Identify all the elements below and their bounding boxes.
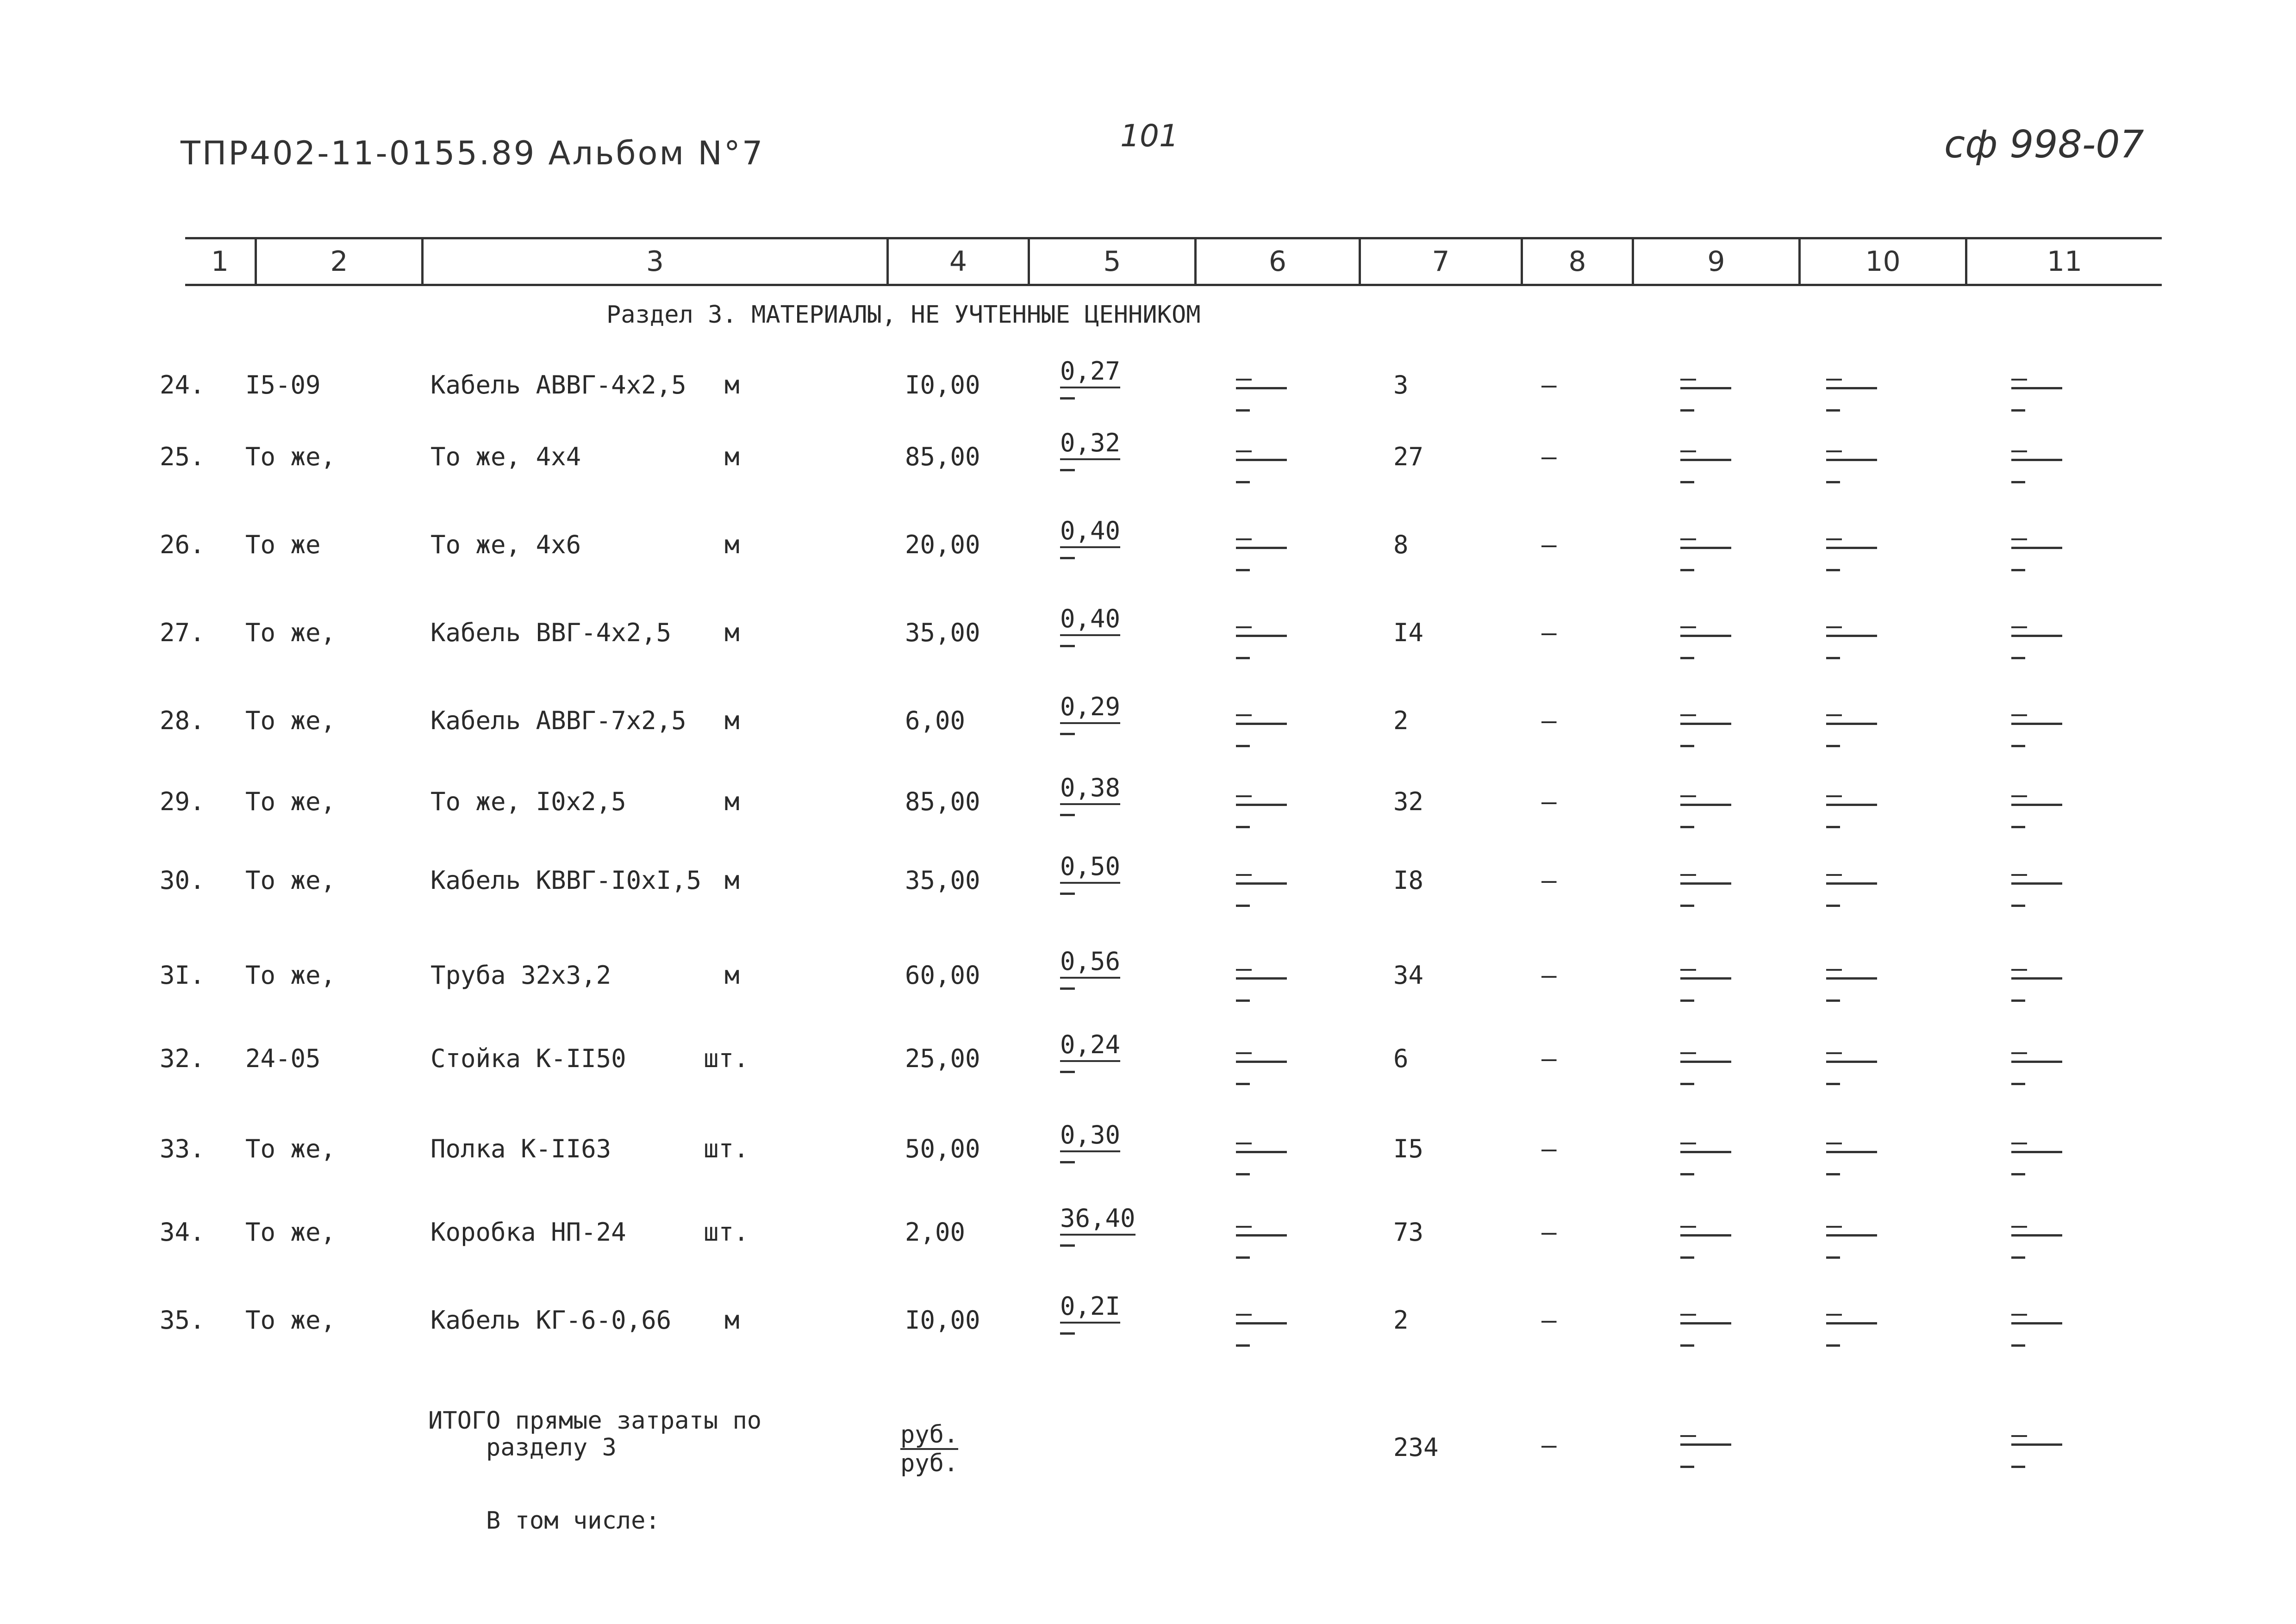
page-number: 101 xyxy=(1120,118,1179,154)
row-code: То же, xyxy=(245,442,336,471)
row-price xyxy=(1060,852,1139,884)
row-name: Кабель ВВГ-4х2,5 xyxy=(430,618,672,647)
row-quantity: 35,00 xyxy=(905,618,980,647)
total-col8: – xyxy=(1541,1430,1557,1460)
row-unit: м xyxy=(724,370,740,400)
footer-text: В том числе: xyxy=(486,1507,660,1535)
row-number: 29. xyxy=(160,787,205,816)
dash-mark xyxy=(1060,557,1075,559)
total-unit xyxy=(900,1421,958,1477)
row-total: 6 xyxy=(1393,1044,1409,1073)
section-title: Раздел 3. МАТЕРИАЛЫ, НЕ УЧТЕННЫЕ ЦЕННИКОМ xyxy=(606,301,1201,329)
total-value: 234 xyxy=(1393,1433,1439,1462)
row-name: То же, I0х2,5 xyxy=(430,787,626,816)
column-header: 8 xyxy=(1521,239,1632,284)
column-header: 11 xyxy=(1965,239,2162,284)
row-unit: м xyxy=(724,866,740,895)
dash-mark xyxy=(1060,893,1075,895)
row-number: 3I. xyxy=(160,961,205,990)
row-name: Кабель КГ-6-0,66 xyxy=(430,1305,672,1335)
row-code: То же xyxy=(245,530,321,559)
row-name: То же, 4х4 xyxy=(430,442,581,471)
row-price-value: 0,56 xyxy=(1060,947,1120,979)
row-number: 35. xyxy=(160,1305,205,1335)
row-quantity: I0,00 xyxy=(905,1305,980,1335)
row-price xyxy=(1060,692,1139,724)
row-name: Кабель АВВГ-7х2,5 xyxy=(430,706,686,735)
row-code: То же, xyxy=(245,866,336,895)
table-row xyxy=(0,1204,2296,1287)
row-quantity: 35,00 xyxy=(905,866,980,895)
row-name: Труба 32х3,2 xyxy=(430,961,611,990)
row-unit: м xyxy=(724,1305,740,1335)
row-col8: – xyxy=(1541,706,1557,735)
dash-mark xyxy=(1060,987,1075,990)
total-unit-top: руб. xyxy=(900,1421,958,1450)
row-name: Коробка НП-24 xyxy=(430,1218,626,1247)
row-col8: – xyxy=(1541,866,1557,895)
row-unit: м xyxy=(724,442,740,471)
table-row xyxy=(0,516,2296,600)
table-row xyxy=(0,356,2296,440)
row-code: То же, xyxy=(245,618,336,647)
row-unit: шт. xyxy=(704,1044,749,1073)
column-header: 3 xyxy=(421,239,886,284)
row-price-value: 0,40 xyxy=(1060,604,1120,636)
row-price-value: 0,29 xyxy=(1060,692,1120,724)
row-quantity: I0,00 xyxy=(905,370,980,400)
row-name: Кабель АВВГ-4х2,5 xyxy=(430,370,686,400)
row-total: 3 xyxy=(1393,370,1409,400)
table-row xyxy=(0,604,2296,687)
total-unit-bottom: руб. xyxy=(900,1449,959,1477)
total-label-line2: разделу 3 xyxy=(486,1434,617,1462)
row-total: 27 xyxy=(1393,442,1424,471)
row-total: 8 xyxy=(1393,530,1409,559)
row-col8: – xyxy=(1541,787,1557,816)
row-unit: м xyxy=(724,961,740,990)
row-quantity: 20,00 xyxy=(905,530,980,559)
row-price xyxy=(1060,1030,1139,1062)
column-header: 5 xyxy=(1028,239,1194,284)
row-number: 26. xyxy=(160,530,205,559)
row-price-value: 0,50 xyxy=(1060,852,1120,884)
row-number: 34. xyxy=(160,1218,205,1247)
row-number: 33. xyxy=(160,1134,205,1163)
row-quantity: 25,00 xyxy=(905,1044,980,1073)
row-col8: – xyxy=(1541,442,1557,471)
row-price-value: 0,40 xyxy=(1060,516,1120,548)
row-total: 32 xyxy=(1393,787,1424,816)
document-code: ТПР402-11-0155.89 Альбом N°7 xyxy=(181,134,765,172)
table-row xyxy=(0,692,2296,775)
row-name: То же, 4х6 xyxy=(430,530,581,559)
row-price xyxy=(1060,516,1139,548)
row-col8: – xyxy=(1541,618,1557,647)
row-quantity: 50,00 xyxy=(905,1134,980,1163)
row-total: I5 xyxy=(1393,1134,1424,1163)
row-unit: м xyxy=(724,787,740,816)
row-quantity: 2,00 xyxy=(905,1218,966,1247)
row-price-value: 0,30 xyxy=(1060,1120,1120,1152)
column-header: 10 xyxy=(1798,239,1965,284)
row-price-value: 0,24 xyxy=(1060,1030,1120,1062)
row-number: 32. xyxy=(160,1044,205,1073)
row-price-value: 36,40 xyxy=(1060,1204,1136,1236)
row-quantity: 6,00 xyxy=(905,706,966,735)
row-total: I4 xyxy=(1393,618,1424,647)
row-quantity: 85,00 xyxy=(905,442,980,471)
row-number: 30. xyxy=(160,866,205,895)
dash-mark xyxy=(1060,1161,1075,1163)
dash-mark xyxy=(1060,1332,1075,1335)
row-total: I8 xyxy=(1393,866,1424,895)
total-label xyxy=(428,1407,761,1461)
row-code: То же, xyxy=(245,706,336,735)
column-header: 9 xyxy=(1632,239,1798,284)
row-unit: шт. xyxy=(704,1134,749,1163)
row-quantity: 60,00 xyxy=(905,961,980,990)
row-number: 24. xyxy=(160,370,205,400)
row-col8: – xyxy=(1541,370,1557,400)
column-header: 4 xyxy=(886,239,1028,284)
row-code: I5-09 xyxy=(245,370,321,400)
dash-mark xyxy=(1060,733,1075,735)
column-header-row xyxy=(185,237,2162,286)
sheet-code: сф 998-07 xyxy=(1944,123,2144,167)
row-unit: м xyxy=(724,618,740,647)
table-row xyxy=(0,1120,2296,1204)
table-row xyxy=(0,1292,2296,1375)
row-col8: – xyxy=(1541,1044,1557,1073)
total-label-line1: ИТОГО прямые затраты по xyxy=(428,1407,762,1435)
row-price-value: 0,27 xyxy=(1060,356,1120,388)
row-price xyxy=(1060,947,1139,979)
row-price xyxy=(1060,1292,1139,1324)
row-price xyxy=(1060,773,1139,805)
dash-mark xyxy=(1060,1071,1075,1073)
row-code: То же, xyxy=(245,1218,336,1247)
row-total: 2 xyxy=(1393,706,1409,735)
column-header: 7 xyxy=(1359,239,1521,284)
row-price-value: 0,2I xyxy=(1060,1292,1120,1324)
table-row xyxy=(0,428,2296,512)
table-row xyxy=(0,773,2296,856)
column-header: 1 xyxy=(211,245,229,278)
row-col8: – xyxy=(1541,961,1557,990)
row-col8: – xyxy=(1541,1134,1557,1163)
dash-mark xyxy=(1060,469,1075,471)
row-unit: шт. xyxy=(704,1218,749,1247)
dash-mark xyxy=(1060,397,1075,400)
row-number: 25. xyxy=(160,442,205,471)
table-row xyxy=(0,852,2296,935)
table-row xyxy=(0,1030,2296,1113)
row-col8: – xyxy=(1541,530,1557,559)
row-unit: м xyxy=(724,706,740,735)
row-price xyxy=(1060,1120,1139,1152)
row-name: Стойка К-II50 xyxy=(430,1044,626,1073)
row-code: 24-05 xyxy=(245,1044,321,1073)
row-total: 73 xyxy=(1393,1218,1424,1247)
row-col8: – xyxy=(1541,1218,1557,1247)
row-price xyxy=(1060,604,1139,636)
row-price-value: 0,38 xyxy=(1060,773,1120,805)
row-name: Полка К-II63 xyxy=(430,1134,611,1163)
row-name: Кабель КВВГ-I0хI,5 xyxy=(430,866,702,895)
table-row xyxy=(0,947,2296,1030)
row-number: 28. xyxy=(160,706,205,735)
row-price xyxy=(1060,356,1139,388)
dash-mark xyxy=(1060,645,1075,647)
row-col8: – xyxy=(1541,1305,1557,1335)
row-quantity: 85,00 xyxy=(905,787,980,816)
column-header: 6 xyxy=(1194,239,1359,284)
row-total: 34 xyxy=(1393,961,1424,990)
row-price xyxy=(1060,428,1139,460)
dash-mark xyxy=(1060,1244,1075,1247)
row-price-value: 0,32 xyxy=(1060,428,1120,460)
row-price xyxy=(1060,1204,1139,1236)
row-code: То же, xyxy=(245,1134,336,1163)
dash-mark xyxy=(1060,814,1075,816)
row-code: То же, xyxy=(245,961,336,990)
row-code: То же, xyxy=(245,1305,336,1335)
row-number: 27. xyxy=(160,618,205,647)
column-header: 2 xyxy=(255,239,421,284)
row-unit: м xyxy=(724,530,740,559)
row-code: То же, xyxy=(245,787,336,816)
row-total: 2 xyxy=(1393,1305,1409,1335)
